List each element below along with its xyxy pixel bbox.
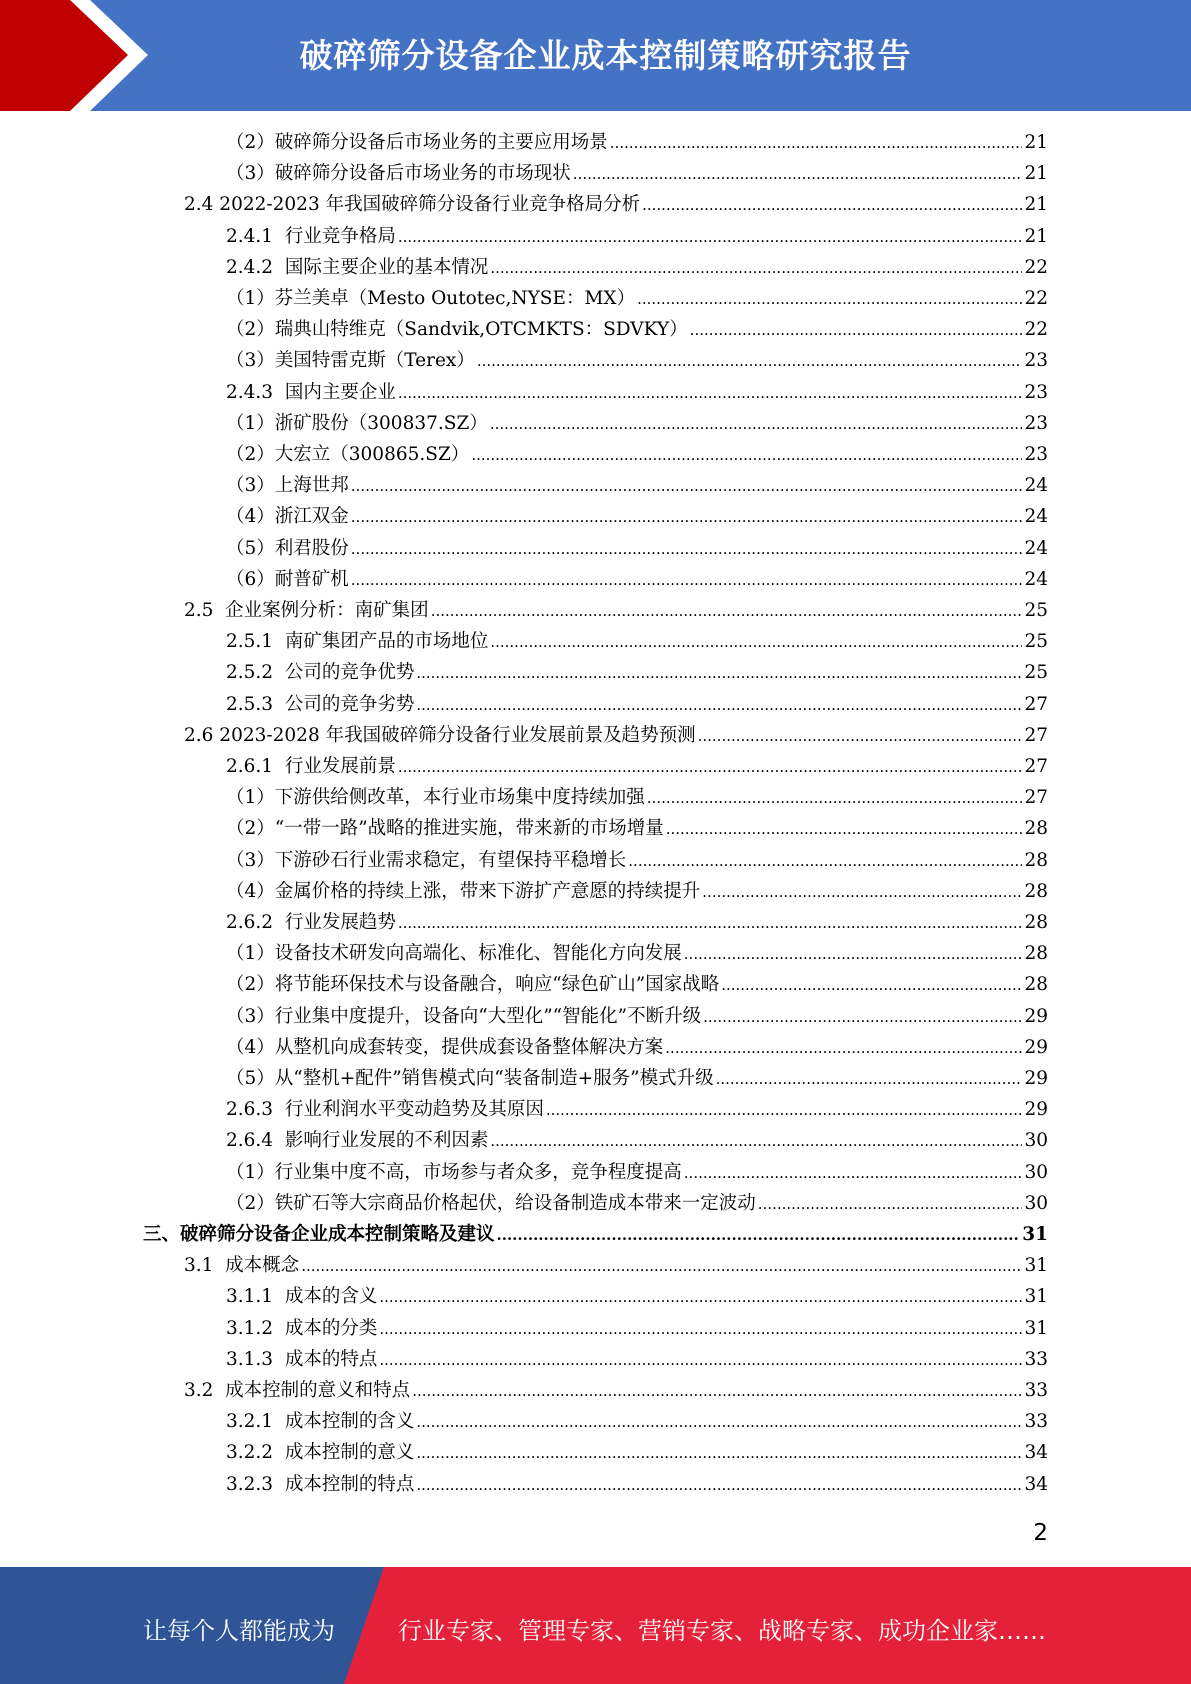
- toc-dot-leader: [351, 565, 1023, 596]
- toc-dot-leader: [398, 222, 1023, 253]
- toc-entry[interactable]: [226, 314, 1048, 345]
- toc-entry[interactable]: [226, 969, 1048, 1000]
- toc-dot-leader: [301, 1251, 1022, 1282]
- toc-entry[interactable]: [226, 377, 1048, 408]
- toc-entry[interactable]: [226, 907, 1048, 938]
- toc-entry[interactable]: [226, 1094, 1048, 1125]
- toc-entry-label: 2.6.3 行业利润水平变动趋势及其原因: [226, 1099, 544, 1121]
- toc-entry-label: （5）利君股份: [226, 537, 349, 559]
- toc-entry[interactable]: [226, 626, 1048, 657]
- toc-entry-label: 3.1.3 成本的特点: [226, 1348, 378, 1370]
- toc-dot-leader: [490, 253, 1022, 284]
- toc-dot-leader: [666, 814, 1023, 845]
- toc-entry[interactable]: [226, 221, 1048, 252]
- toc-entry-label: （1）设备技术研发向高端化、标准化、智能化方向发展: [226, 943, 682, 965]
- toc-entry[interactable]: [184, 1250, 1048, 1281]
- toc-entry[interactable]: [226, 533, 1048, 564]
- toc-entry-label: 2.5.3 公司的竞争劣势: [226, 693, 415, 715]
- toc-entry-page: 34: [1024, 1473, 1048, 1495]
- toc-entry[interactable]: [226, 283, 1048, 314]
- toc-entry-label: 2.5.2 公司的竞争优势: [226, 662, 415, 684]
- toc-dot-leader: [721, 970, 1022, 1001]
- toc-entry[interactable]: [226, 252, 1048, 283]
- toc-dot-leader: [416, 658, 1022, 689]
- toc-entry-label: 3.1.2 成本的分类: [226, 1317, 378, 1339]
- toc-entry-page: 28: [1024, 974, 1048, 996]
- toc-entry[interactable]: [226, 345, 1048, 376]
- toc-entry-page: 25: [1024, 662, 1048, 684]
- toc-dot-leader: [490, 409, 1023, 440]
- toc-entry-label: 3.2 成本控制的意义和特点: [184, 1380, 411, 1401]
- toc-dot-leader: [398, 752, 1023, 783]
- toc-dot-leader: [684, 1158, 1023, 1189]
- toc-entry-page: 24: [1024, 475, 1048, 497]
- toc-entry-page: 23: [1024, 350, 1048, 372]
- toc-entry-label: 2.6.4 影响行业发展的不利因素: [226, 1130, 489, 1152]
- toc-dot-leader: [416, 1470, 1022, 1501]
- toc-entry-label: 2.6.2 行业发展趋势: [226, 912, 396, 933]
- toc-entry-label: 3.2.3 成本控制的特点: [226, 1473, 415, 1495]
- toc-entry-page: 29: [1024, 1005, 1048, 1027]
- toc-entry-page: 21: [1024, 194, 1048, 216]
- page-footer: [0, 1567, 1191, 1684]
- toc-dot-leader: [416, 690, 1022, 721]
- toc-entry-page: 22: [1024, 288, 1048, 309]
- toc-dot-leader: [379, 1282, 1022, 1313]
- toc-entry-label: （3）下游砂石行业需求稳定，有望保持平稳增长: [226, 849, 627, 871]
- toc-entry-page: 33: [1024, 1380, 1048, 1401]
- toc-entry-page: 27: [1024, 756, 1048, 777]
- toc-entry-page: 22: [1024, 256, 1048, 278]
- toc-dot-leader: [573, 159, 1023, 190]
- toc-entry-label: （6）耐普矿机: [226, 568, 349, 590]
- footer-slogan-left: 让每个人都能成为: [143, 1617, 335, 1645]
- toc-entry-page: 21: [1024, 225, 1048, 247]
- toc-dot-leader: [637, 284, 1022, 315]
- toc-dot-leader: [758, 1189, 1023, 1220]
- toc-entry-page: 33: [1024, 1411, 1048, 1433]
- toc-entry-page: 30: [1024, 1161, 1048, 1183]
- toc-entry-page: 31: [1022, 1224, 1048, 1245]
- toc-entry-page: 25: [1024, 631, 1048, 653]
- toc-entry-label: （3）破碎筛分设备后市场业务的市场现状: [226, 163, 571, 185]
- toc-dot-leader: [416, 1407, 1022, 1438]
- toc-entry[interactable]: [226, 813, 1048, 844]
- toc-entry-label: 2.5 企业案例分析：南矿集团: [184, 600, 429, 621]
- toc-entry[interactable]: [184, 1375, 1048, 1406]
- footer-slogan-right: 行业专家、管理专家、营销专家、战略专家、成功企业家……: [398, 1617, 1046, 1645]
- toc-entry-label: （2）大宏立（300865.SZ）: [226, 444, 470, 465]
- toc-dot-leader: [702, 877, 1022, 908]
- toc-entry[interactable]: [226, 1344, 1048, 1375]
- toc-entry-label: 2.4.2 国际主要企业的基本情况: [226, 256, 489, 278]
- toc-entry-label: 2.4 2022-2023 年我国破碎筛分设备行业竞争格局分析: [184, 194, 641, 216]
- toc-entry[interactable]: [226, 158, 1048, 189]
- toc-entry-label: （2）“一带一路”战略的推进实施，带来新的市场增量: [226, 818, 664, 840]
- toc-entry-label: （3）上海世邦: [226, 475, 349, 497]
- toc-entry[interactable]: [184, 595, 1048, 626]
- toc-dot-leader: [398, 378, 1023, 409]
- toc-dot-leader: [642, 190, 1022, 221]
- toc-entry-page: 27: [1024, 787, 1048, 809]
- toc-entry[interactable]: [226, 408, 1048, 439]
- page-number: 2: [1033, 1520, 1048, 1546]
- toc-entry-page: 33: [1024, 1348, 1048, 1370]
- toc-entry-page: 34: [1024, 1442, 1048, 1464]
- toc-entry[interactable]: [226, 1157, 1048, 1188]
- toc-entry-page: 31: [1024, 1317, 1048, 1339]
- toc-entry-label: （2）破碎筛分设备后市场业务的主要应用场景: [226, 132, 608, 153]
- toc-entry[interactable]: [226, 439, 1048, 470]
- page-header: [0, 0, 1191, 111]
- toc-entry[interactable]: [226, 782, 1048, 813]
- toc-entry-page: 31: [1024, 1255, 1048, 1277]
- toc-dot-leader: [698, 721, 1023, 752]
- toc-entry-page: 29: [1024, 1036, 1048, 1058]
- toc-entry[interactable]: [143, 1219, 1048, 1250]
- toc-entry-page: 28: [1024, 849, 1048, 871]
- toc-entry-label: （1）浙矿股份（300837.SZ）: [226, 412, 488, 434]
- toc-entry[interactable]: [226, 1001, 1048, 1032]
- toc-entry-page: 23: [1024, 412, 1048, 434]
- toc-dot-leader: [398, 908, 1023, 939]
- toc-entry-label: （3）美国特雷克斯（Terex）: [226, 350, 475, 372]
- toc-entry-label: （1）行业集中度不高，市场参与者众多，竞争程度提高: [226, 1161, 682, 1183]
- toc-entry-page: 22: [1024, 319, 1048, 341]
- toc-entry-label: （2）铁矿石等大宗商品价格起伏，给设备制造成本带来一定波动: [226, 1192, 756, 1214]
- toc-entry[interactable]: [226, 657, 1048, 688]
- toc-entry[interactable]: [226, 1406, 1048, 1437]
- toc-dot-leader: [546, 1095, 1023, 1126]
- toc-dot-leader: [477, 346, 1023, 377]
- toc-dot-leader: [351, 502, 1023, 533]
- toc-entry-label: 2.4.1 行业竞争格局: [226, 225, 396, 247]
- toc-entry[interactable]: [226, 501, 1048, 532]
- toc-entry-page: 24: [1024, 537, 1048, 559]
- toc-dot-leader: [431, 596, 1023, 627]
- toc-dot-leader: [416, 1438, 1022, 1469]
- toc-dot-leader: [351, 534, 1023, 565]
- toc-entry-label: 2.5.1 南矿集团产品的市场地位: [226, 631, 489, 653]
- toc-dot-leader: [690, 315, 1023, 346]
- toc-entry[interactable]: [226, 1437, 1048, 1468]
- toc-entry[interactable]: [226, 1469, 1048, 1500]
- toc-entry-page: 25: [1024, 600, 1048, 621]
- toc-dot-leader: [610, 128, 1023, 159]
- toc-dot-leader: [379, 1345, 1022, 1376]
- toc-entry-label: （1）芬兰美卓（Mesto Outotec,NYSE：MX）: [226, 288, 636, 309]
- toc-entry[interactable]: [226, 689, 1048, 720]
- toc-entry[interactable]: [226, 1125, 1048, 1156]
- toc-entry-label: 2.6 2023-2028 年我国破碎筛分设备行业发展前景及趋势预测: [184, 724, 696, 746]
- toc-entry-label: 3.1.1 成本的含义: [226, 1286, 378, 1308]
- toc-dot-leader: [471, 440, 1022, 471]
- toc-entry[interactable]: [226, 876, 1048, 907]
- toc-entry-page: 23: [1024, 444, 1048, 465]
- toc-dot-leader: [628, 846, 1022, 877]
- toc-entry-page: 23: [1024, 381, 1048, 403]
- toc-entry-label: 3.2.1 成本控制的含义: [226, 1411, 415, 1433]
- toc-entry-page: 30: [1024, 1192, 1048, 1214]
- toc-entry[interactable]: [226, 1032, 1048, 1063]
- toc-entry[interactable]: [226, 938, 1048, 969]
- toc-entry-label: （4）从整机向成套转变，提供成套设备整体解决方案: [226, 1036, 664, 1058]
- toc-entry[interactable]: [226, 1281, 1048, 1312]
- toc-dot-leader: [647, 783, 1023, 814]
- toc-entry-label: （4）金属价格的持续上涨，带来下游扩产意愿的持续提升: [226, 880, 701, 902]
- toc-entry-page: 29: [1024, 1068, 1048, 1089]
- toc-entry-page: 27: [1024, 693, 1048, 715]
- toc-entry-label: （1）下游供给侧改革，本行业市场集中度持续加强: [226, 787, 645, 809]
- toc-entry-page: 24: [1024, 568, 1048, 590]
- toc-entry-label: （5）从“整机+配件”销售模式向“装备制造+服务”模式升级: [226, 1068, 714, 1089]
- toc-entry-page: 30: [1024, 1130, 1048, 1152]
- toc-entry[interactable]: [226, 1313, 1048, 1344]
- toc-entry-label: 3.1 成本概念: [184, 1255, 300, 1277]
- toc-entry-label: （2）瑞典山特维克（Sandvik,OTCMKTS：SDVKY）: [226, 319, 688, 341]
- toc-entry[interactable]: [226, 470, 1048, 501]
- toc-dot-leader: [684, 939, 1023, 970]
- toc-entry-page: 28: [1024, 912, 1048, 933]
- toc-entry-label: 3.2.2 成本控制的意义: [226, 1442, 415, 1464]
- toc-entry-page: 27: [1024, 724, 1048, 746]
- toc-entry[interactable]: [226, 127, 1048, 158]
- toc-entry-page: 28: [1024, 943, 1048, 965]
- toc-dot-leader: [665, 1033, 1022, 1064]
- toc-entry[interactable]: [226, 845, 1048, 876]
- toc-entry-page: 24: [1024, 506, 1048, 528]
- toc-dot-leader: [379, 1314, 1022, 1345]
- toc-entry-page: 29: [1024, 1099, 1048, 1121]
- toc-entry-page: 21: [1024, 132, 1048, 153]
- toc-entry[interactable]: [226, 751, 1048, 782]
- toc-entry[interactable]: [226, 1188, 1048, 1219]
- toc-entry-label: （4）浙江双金: [226, 506, 349, 528]
- toc-entry-page: 28: [1024, 818, 1048, 840]
- report-title: 破碎筛分设备企业成本控制策略研究报告: [299, 36, 912, 75]
- toc-dot-leader: [490, 627, 1022, 658]
- toc-entry-label: 2.6.1 行业发展前景: [226, 756, 396, 777]
- toc-entry-label: 三、破碎筛分设备企业成本控制策略及建议: [143, 1224, 495, 1245]
- toc-entry-page: 21: [1024, 163, 1048, 185]
- toc-entry[interactable]: [184, 189, 1048, 220]
- toc-dot-leader: [490, 1126, 1022, 1157]
- toc-dot-leader: [716, 1064, 1023, 1095]
- toc-entry-page: 31: [1024, 1286, 1048, 1308]
- toc-entry[interactable]: [226, 1063, 1048, 1094]
- toc-entry-page: 28: [1024, 880, 1048, 902]
- toc-entry-label: 2.4.3 国内主要企业: [226, 381, 396, 403]
- toc-dot-leader: [497, 1220, 1021, 1251]
- toc-dot-leader: [351, 471, 1023, 502]
- toc-dot-leader: [703, 1002, 1022, 1033]
- toc-entry[interactable]: [184, 720, 1048, 751]
- toc-dot-leader: [412, 1376, 1022, 1407]
- toc-entry[interactable]: [226, 564, 1048, 595]
- toc-entry-label: （2）将节能环保技术与设备融合，响应“绿色矿山”国家战略: [226, 974, 720, 996]
- toc-entry-label: （3）行业集中度提升，设备向“大型化”“智能化”不断升级: [226, 1005, 702, 1027]
